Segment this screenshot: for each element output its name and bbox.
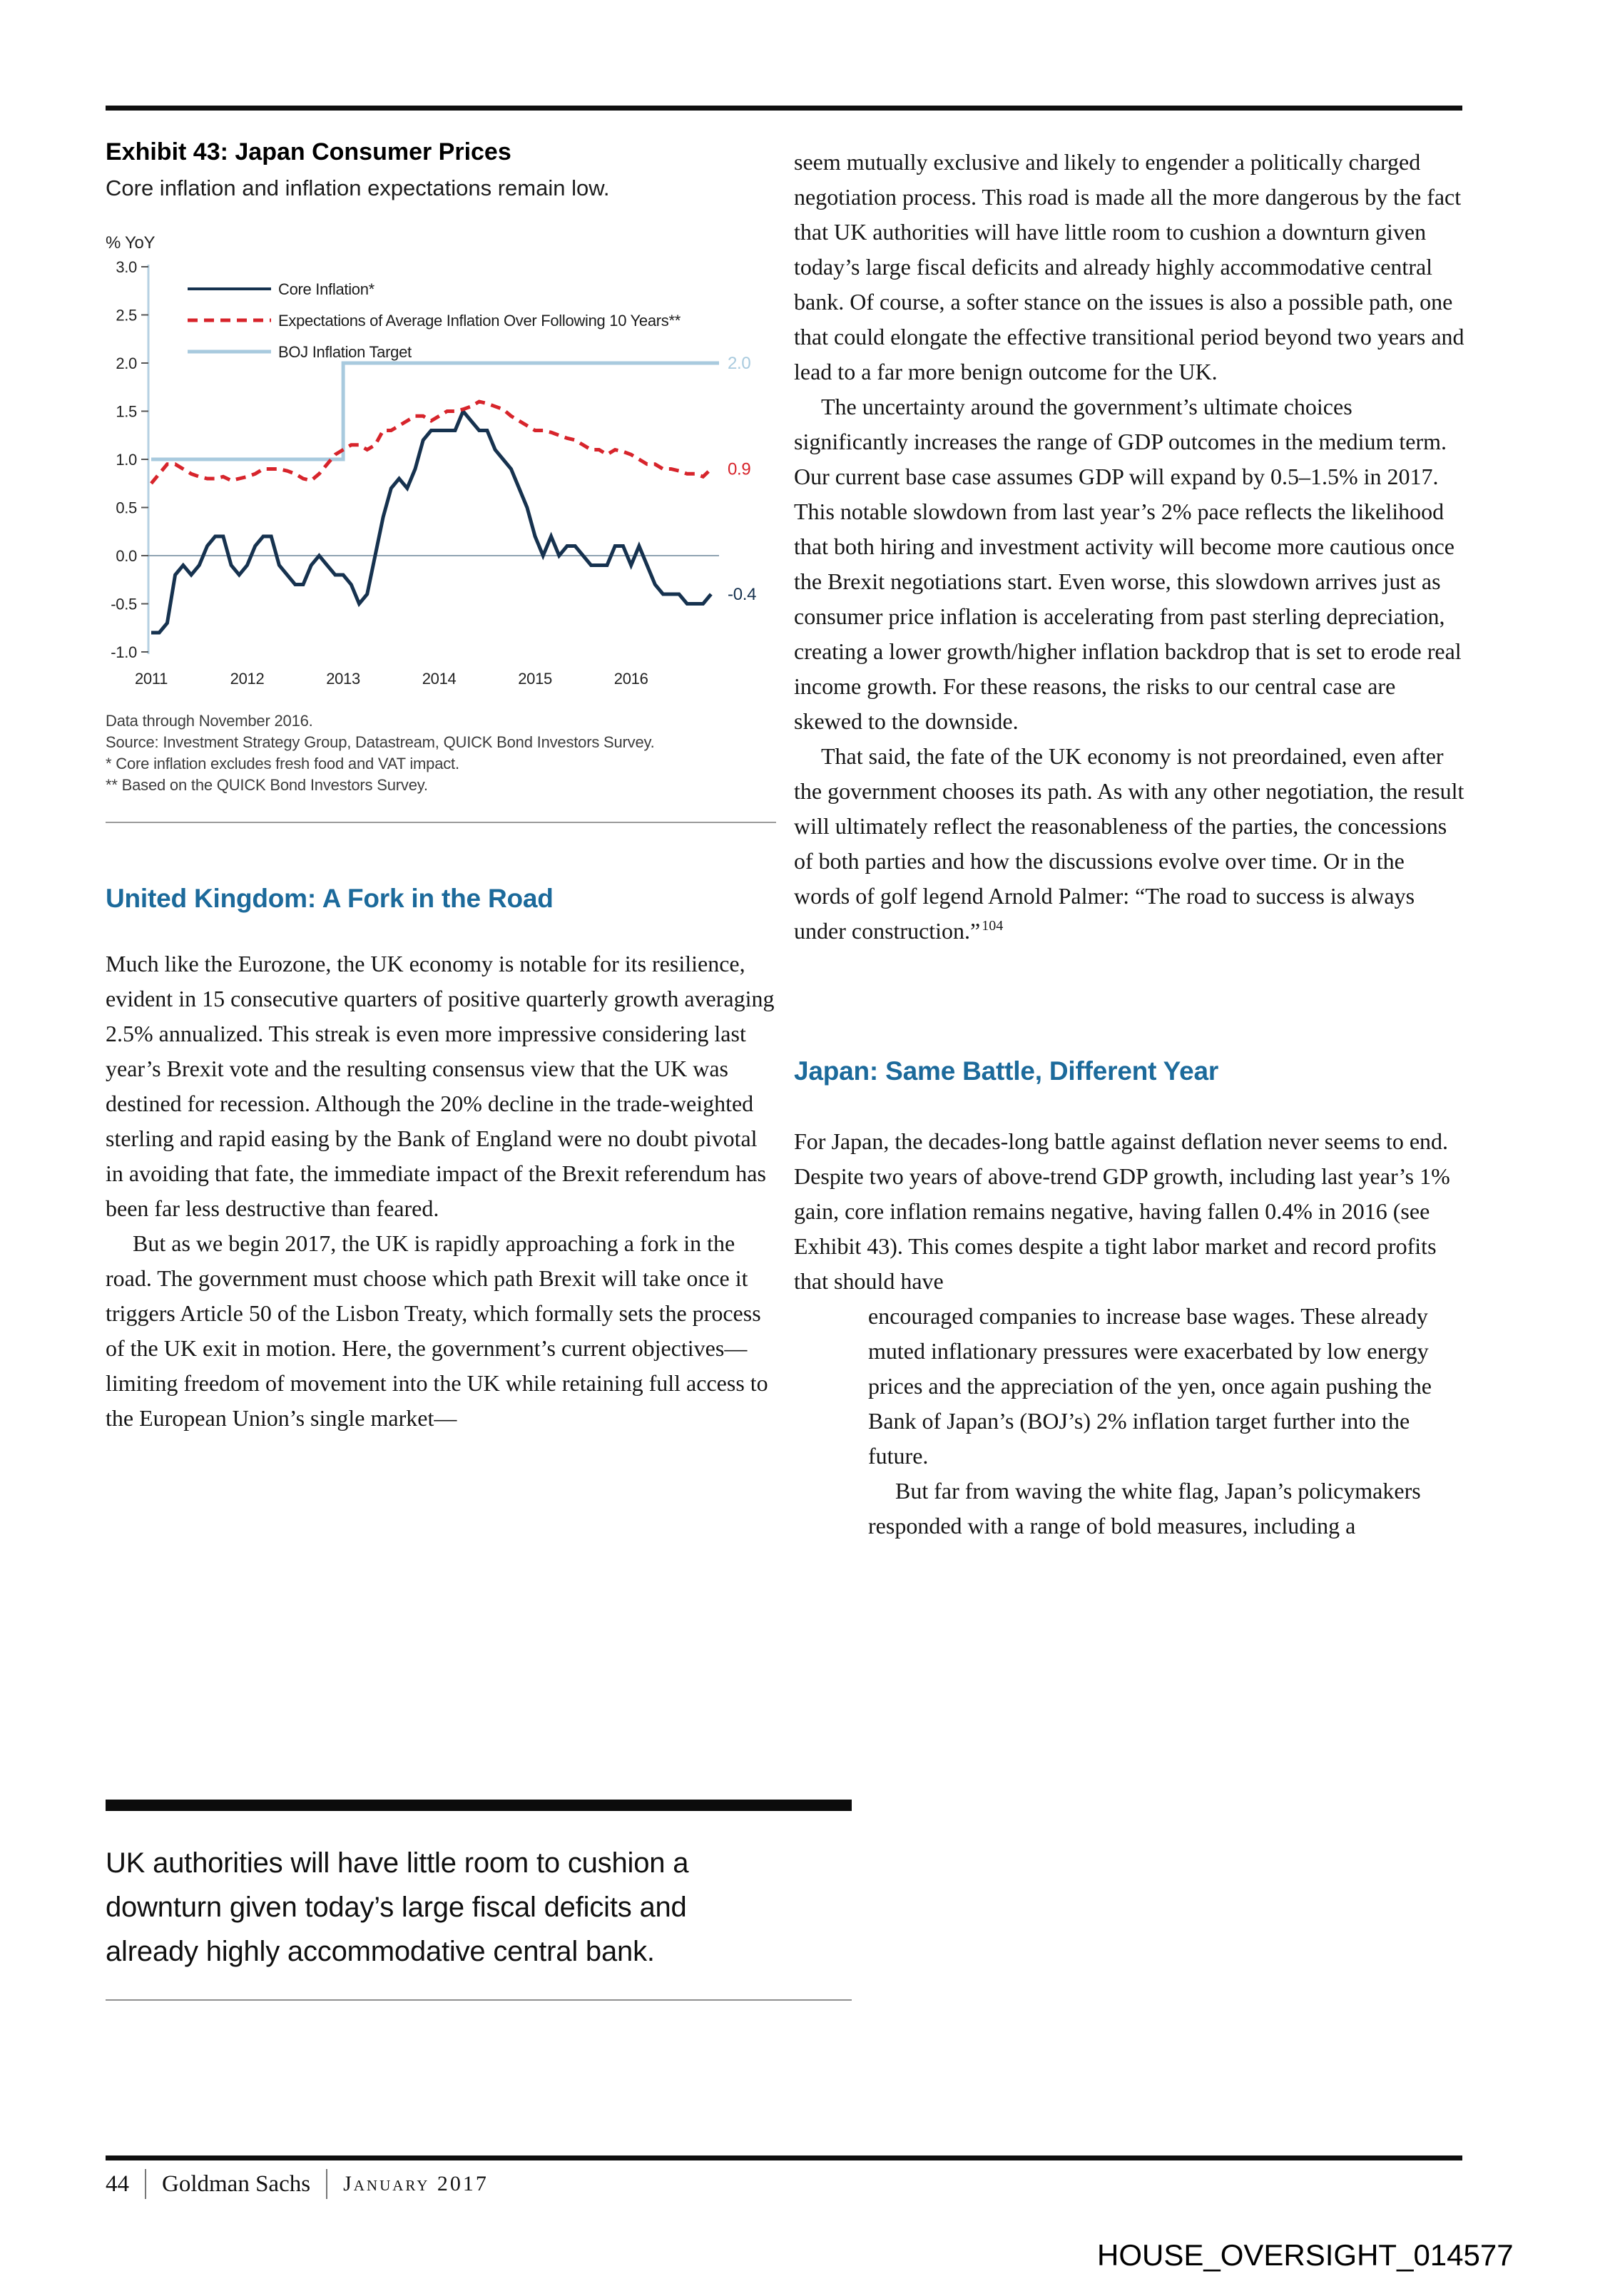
uk-paragraph-3: seem mutually exclusive and likely to engender a politically charged negotiation process. This road is made all the more dangerous by the fact that UK authorities will have little room to cushion a downturn given today’s large fiscal deficits and already highly accommodative central bank. Of course, a softer stance on the issues is also a possible path, one that could elongate the effective transitional period beyond two years and lead to a far more benign outcome for the UK. [794,149,1464,384]
y-tick-label: -0.5 [111,595,137,613]
x-tick-label: 2012 [230,670,265,688]
y-tick-label: 3.0 [116,258,137,277]
core-inflation-end-label: -0.4 [728,585,757,605]
left-column [106,137,776,1436]
footer-brand: Goldman Sachs [162,2170,311,2197]
exhibit-title: Exhibit 43: Japan Consumer Prices [106,138,511,165]
y-tick-label: 2.5 [116,306,137,325]
page-footer [106,2155,1462,2199]
inflation-expectations-end-label: 0.9 [728,459,751,479]
top-rule-divider [106,106,1462,111]
x-tick-label: 2011 [134,670,168,688]
y-tick-label: 1.0 [116,451,137,469]
x-tick-label: 2016 [613,670,648,688]
uk-paragraph-2: But as we begin 2017, the UK is rapidly approaching a fork in the road. The government must choose which path Brexit will take once it triggers Article 50 of the Lisbon Treaty, which formally sets the process of the UK exit in motion. Here, the government’s current objectives—limiting freedom of movement into the UK while retaining full access to the European Union’s single market— [106,1230,768,1431]
uk-paragraph-5-text: That said, the fate of the UK economy is not preordained, even after the government chooses its path. As with any other negotiation, the result will ultimately reflect the reasonableness of the parties, the concessions of both parties and how the discussions evolve over time. Or in the words of golf legend Arnold Palmer: “The road to success is always under construction.” [794,743,1464,944]
footnote-survey: ** Based on the QUICK Bond Investors Survey. [106,776,428,795]
y-tick-label: 2.0 [116,354,137,373]
japan-paragraph-1: For Japan, the decades-long battle against deflation never seems to end. Despite two years of above-trend GDP growth, including last year’s 1% gain, core inflation remains negative, having fallen 0.4% in 2016 (see Exhibit 43). This comes despite a tight labor market and record profits that should have [794,1128,1450,1295]
x-tick-label: 2015 [518,670,553,688]
x-tick-label: 2013 [326,670,360,688]
inflation-expectations-line [151,402,711,484]
boj-target-end-label: 2.0 [728,354,751,374]
section-heading-united-kingdom: United Kingdom: A Fork in the Road [106,884,554,914]
y-tick-label: 1.5 [116,402,137,421]
exhibit-chart [106,233,776,702]
pull-quote-text: UK authorities will have little room to cushion a downturn given today’s large fiscal deficits and already highly accommodative central bank. [106,1847,689,1967]
exhibit-subtitle: Core inflation and inflation expectations remain low. [106,175,610,200]
boj-target-legend-label: BOJ Inflation Target [278,343,412,362]
inflation-expectations-legend-label: Expectations of Average Inflation Over Following 10 Years** [278,312,681,330]
chart-footnotes [106,710,776,796]
exhibit-bottom-rule [106,822,776,823]
page-number: 44 [106,2170,129,2197]
pull-quote-top-bar [106,1800,852,1811]
y-axis-label: % YoY [106,233,156,253]
footnote-reference-104: 104 [982,918,1004,934]
footnote-source: Source: Investment Strategy Group, Datastream, QUICK Bond Investors Survey. [106,733,655,752]
footer-divider [326,2169,327,2199]
y-tick-label: 0.5 [116,499,137,517]
core-inflation-line [151,412,711,633]
footnote-data-through: Data through November 2016. [106,712,313,730]
oversight-watermark: HOUSE_OVERSIGHT_014577 [1097,2238,1514,2272]
section-heading-japan: Japan: Same Battle, Different Year [794,1056,1219,1086]
core-inflation-legend-label: Core Inflation* [278,280,374,299]
uk-paragraph-1: Much like the Eurozone, the UK economy is notable for its resilience, evident in 15 consecutive quarters of positive quarterly growth averaging 2.5% annualized. This streak is even more impressive considering last year’s Brexit vote and the resulting consensus view that the UK was destined for recession. Although the 20% decline in the trade-weighted sterling and rapid easing by the Bank of England were no doubt pivotal in avoiding that fate, the immediate impact of the Brexit referendum has been far less destructive than feared. [106,950,775,1221]
japan-paragraph-2: encouraged companies to increase base wages. These already muted inflationary pressures were exacerbated by low energy prices and the appreciation of the yen, once again pushing the Bank of Japan’s (BOJ’s) 2% inflation target further into the future. [868,1303,1432,1469]
boj-target-line [151,363,719,459]
japan-consumer-prices-line-chart [106,256,790,702]
x-tick-label: 2014 [422,670,457,688]
footer-divider [145,2169,146,2199]
japan-indented-block [868,1299,1464,1544]
footnote-core-inflation: * Core inflation excludes fresh food and VAT impact. [106,755,459,773]
japan-paragraph-3: But far from waving the white flag, Japan’s policymakers responded with a range of bold measures, including a [868,1478,1421,1539]
y-tick-label: 0.0 [116,547,137,566]
uk-paragraph-5 [794,739,1464,949]
y-tick-label: -1.0 [111,643,137,662]
footer-issue-date: January 2017 [343,2172,489,2195]
pull-quote-bottom-rule [106,1999,852,2001]
uk-paragraph-4: The uncertainty around the government’s ultimate choices significantly increases the range of GDP outcomes in the medium term. Our current base case assumes GDP will expand by 0.5–1.5% in 2017. This notable slowdown from last year’s 2% pace reflects the likelihood that both hiring and investment activity will become more cautious once the Brexit negotiations start. Even worse, this slowdown arrives just as consumer price inflation is accelerating from past sterling depreciation, creating a lower growth/higher inflation backdrop that is set to erode real income growth. For these reasons, the risks to our central case are skewed to the downside. [794,394,1462,734]
pull-quote [106,1800,852,2001]
right-column [794,145,1464,1544]
